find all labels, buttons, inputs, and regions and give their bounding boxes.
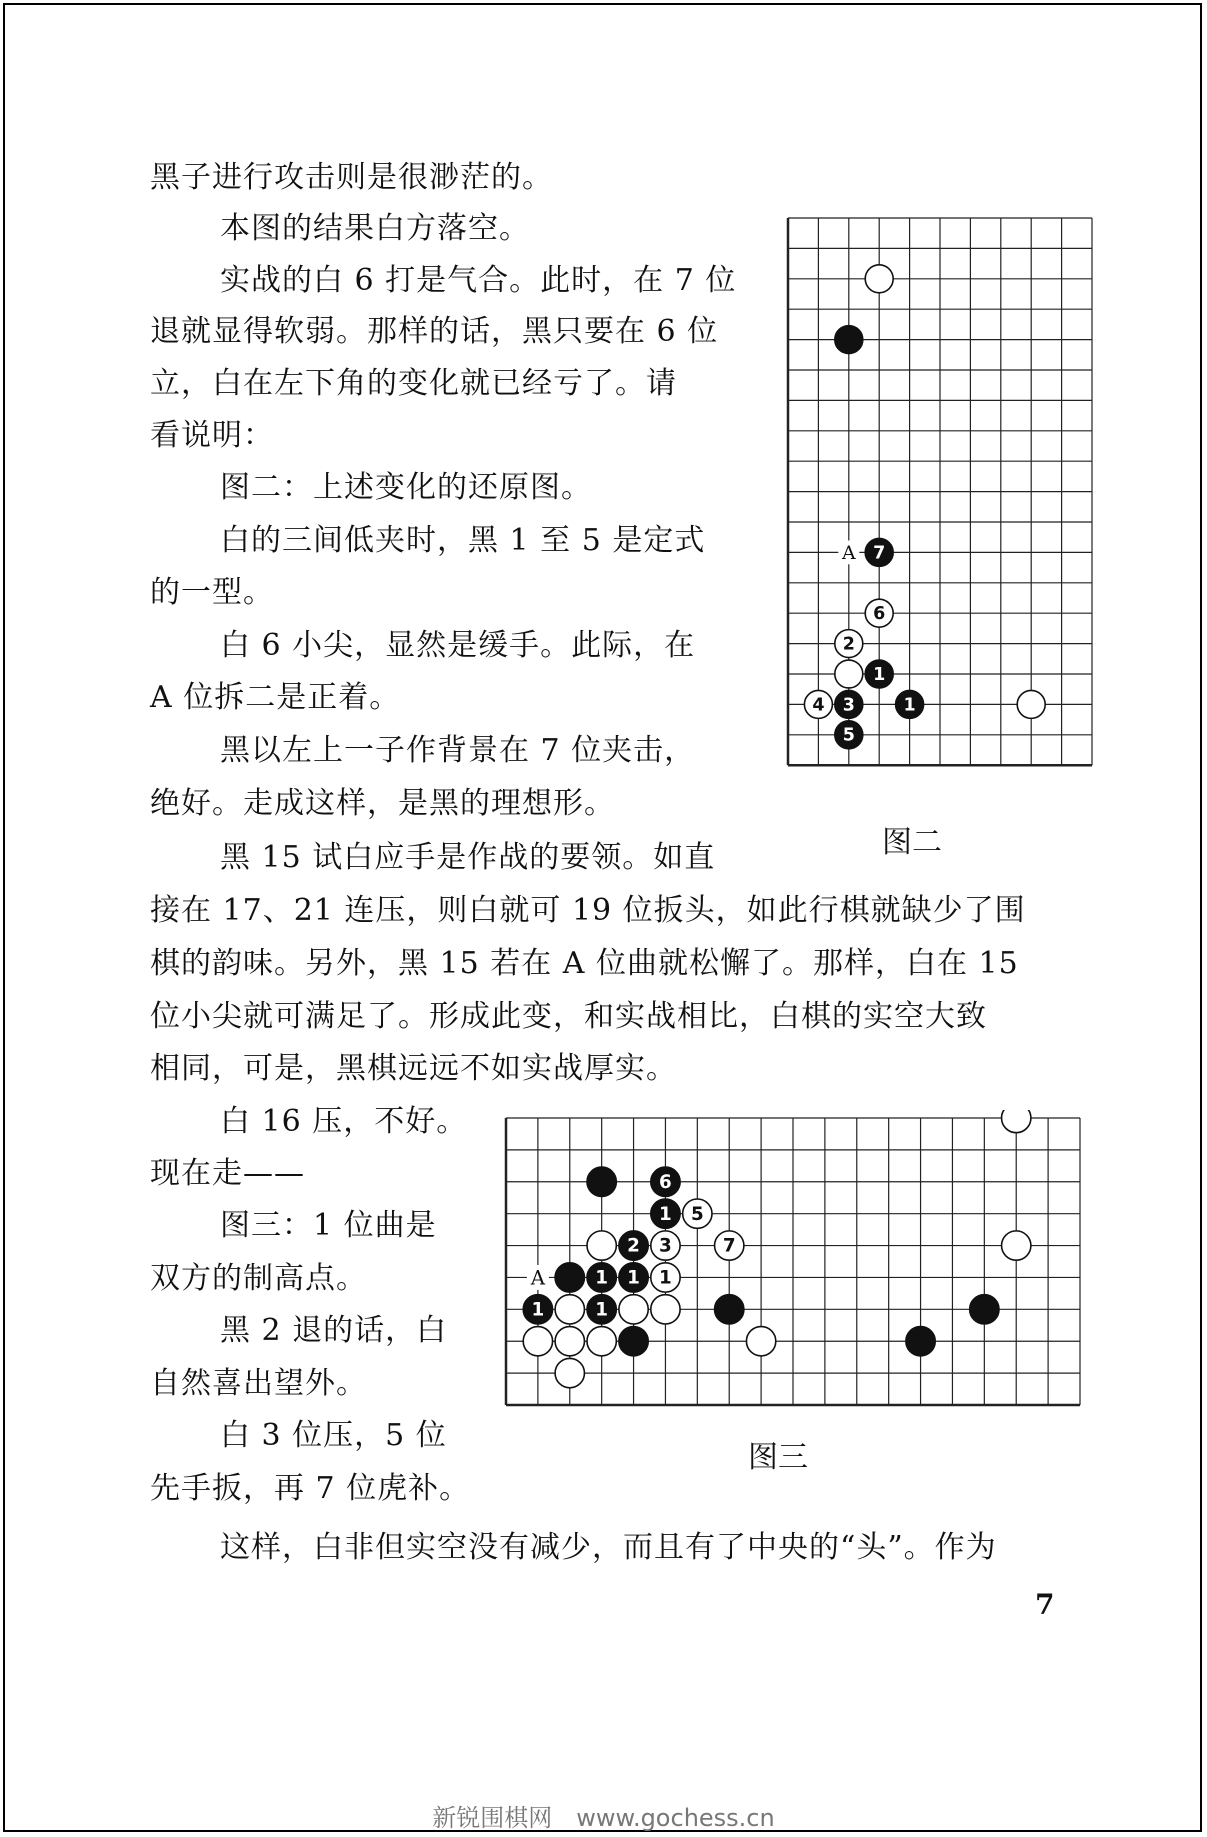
white-stone <box>1002 1231 1031 1260</box>
stone-number-label: 7 <box>722 1235 736 1257</box>
text-line: 图二：上述变化的还原图。 <box>220 470 592 505</box>
text-line: 本图的结果白方落空。 <box>220 211 530 246</box>
white-stone <box>746 1327 775 1356</box>
text-line: 白 6 小尖，显然是缓手。此际，在 <box>220 628 696 663</box>
stone-number-label: 1 <box>531 1299 545 1321</box>
black-stone <box>906 1327 935 1356</box>
go-board-figure-3 <box>498 1110 1088 1428</box>
text-line: 位小尖就可满足了。形成此变，和实战相比，白棋的实空大致 <box>150 999 987 1034</box>
text-line: 黑以左上一子作背景在 7 位夹击， <box>220 733 696 768</box>
stone-number-label: 5 <box>842 725 855 746</box>
page-number: 7 <box>1035 1588 1055 1621</box>
go-board-figure-2 <box>780 210 1100 810</box>
white-stone <box>555 1295 584 1324</box>
text-line: 退就显得软弱。那样的话，黑只要在 6 位 <box>150 314 719 349</box>
white-stone <box>555 1358 584 1387</box>
text-line: 看说明： <box>150 418 274 453</box>
black-stone <box>619 1327 648 1356</box>
black-stone <box>555 1263 584 1292</box>
white-stone <box>1017 690 1045 718</box>
text-line: 立，白在左下角的变化就已经亏了。请 <box>150 366 677 401</box>
text-line: 现在走—— <box>150 1156 305 1191</box>
text-line: 这样，白非但实空没有减少，而且有了中央的“头”。作为 <box>220 1530 997 1565</box>
stone-number-label: 1 <box>903 695 916 716</box>
stone-number-label: 1 <box>627 1267 640 1289</box>
text-line: 白 16 压，不好。 <box>220 1104 468 1139</box>
white-stone <box>835 660 863 688</box>
stone-number-label: 1 <box>595 1299 609 1321</box>
text-line: 自然喜出望外。 <box>150 1366 367 1401</box>
text-line: 棋的韵味。另外，黑 15 若在 A 位曲就松懈了。那样，白在 15 <box>150 946 1019 981</box>
black-stone <box>970 1295 999 1324</box>
stone-number-label: 6 <box>873 604 886 625</box>
stone-number-label: 1 <box>873 664 886 685</box>
text-line: 白 3 位压，5 位 <box>220 1418 447 1453</box>
text-line: 接在 17、21 连压，则白就可 19 位扳头，如此行棋就缺少了围 <box>150 893 1026 928</box>
black-stone <box>715 1295 744 1324</box>
point-mark-label: A <box>530 1266 546 1290</box>
stone-number-label: 1 <box>595 1267 609 1289</box>
text-line: 的一型。 <box>150 575 274 610</box>
text-line: 图三：1 位曲是 <box>220 1208 437 1243</box>
stone-number-label: 4 <box>812 695 825 716</box>
point-mark-label: A <box>841 542 856 565</box>
figure-3-caption: 图三 <box>748 1440 808 1475</box>
white-stone <box>619 1295 648 1324</box>
text-line: A 位拆二是正着。 <box>150 680 401 715</box>
text-line: 先手扳，再 7 位虎补。 <box>150 1471 471 1506</box>
white-stone <box>587 1327 616 1356</box>
text-line: 白的三间低夹时，黑 1 至 5 是定式 <box>220 523 706 558</box>
text-line: 实战的白 6 打是气合。此时，在 7 位 <box>220 263 737 298</box>
white-stone <box>587 1231 616 1260</box>
white-stone <box>865 265 893 293</box>
figure-2-caption: 图二 <box>882 825 942 860</box>
stone-number-label: 3 <box>842 695 855 716</box>
black-stone <box>587 1167 616 1196</box>
stone-number-label: 1 <box>659 1267 672 1289</box>
text-line: 相同，可是，黑棋远远不如实战厚实。 <box>150 1051 677 1086</box>
stone-number-label: 2 <box>627 1235 640 1257</box>
white-stone <box>555 1327 584 1356</box>
white-stone <box>1002 1110 1031 1133</box>
black-stone <box>835 326 863 354</box>
stone-number-label: 1 <box>659 1203 672 1225</box>
text-line: 绝好。走成这样，是黑的理想形。 <box>150 786 615 821</box>
white-stone <box>651 1295 680 1324</box>
text-line: 黑子进行攻击则是很渺茫的。 <box>150 160 553 195</box>
stone-number-label: 6 <box>659 1171 672 1193</box>
white-stone <box>523 1327 552 1356</box>
text-line: 双方的制高点。 <box>150 1261 367 1296</box>
text-line: 黑 2 退的话，白 <box>220 1313 448 1348</box>
stone-number-label: 3 <box>659 1235 672 1257</box>
stone-number-label: 5 <box>690 1203 704 1225</box>
stone-number-label: 7 <box>873 543 886 564</box>
text-line: 黑 15 试白应手是作战的要领。如直 <box>220 840 716 875</box>
stone-number-label: 2 <box>842 634 855 655</box>
footer-watermark: 新锐围棋网 www.gochess.cn <box>432 1804 775 1832</box>
